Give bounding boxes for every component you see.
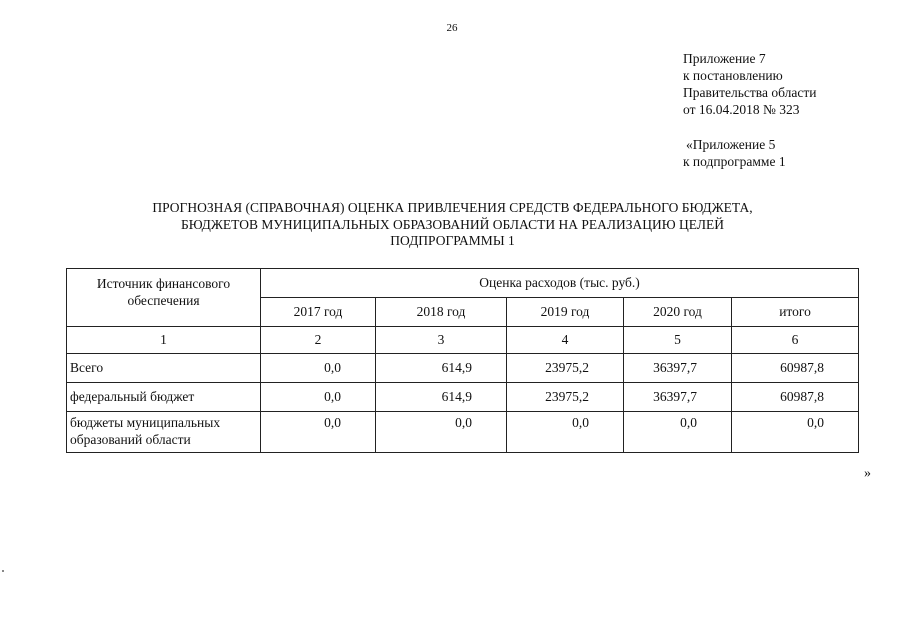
document-title <box>60 200 845 250</box>
cell-value: 0,0 <box>261 383 376 412</box>
cell-value: 23975,2 <box>507 354 624 383</box>
cell-value: 36397,7 <box>624 383 732 412</box>
table-row <box>67 383 859 412</box>
year-header: 2020 год <box>624 298 732 327</box>
title-line: БЮДЖЕТОВ МУНИЦИПАЛЬНЫХ ОБРАЗОВАНИЙ ОБЛАСТИ НА РЕАЛИЗАЦИЮ ЦЕЛЕЙ <box>181 216 724 232</box>
appendix-line: от 16.04.2018 № 323 <box>683 102 800 117</box>
cell-value: 60987,8 <box>732 383 859 412</box>
row-label: федеральный бюджет <box>67 383 261 412</box>
column-number-row <box>67 327 859 354</box>
column-number: 1 <box>67 327 261 354</box>
cell-value: 0,0 <box>376 412 507 453</box>
year-header: 2019 год <box>507 298 624 327</box>
cell-value: 614,9 <box>376 354 507 383</box>
appendix-line: Приложение 7 <box>683 51 766 66</box>
appendix-line: «Приложение 5 <box>686 137 776 152</box>
table-row <box>67 354 859 383</box>
total-header: итого <box>732 298 859 327</box>
cell-value: 614,9 <box>376 383 507 412</box>
expense-estimate-header: Оценка расходов (тыс. руб.) <box>261 269 859 298</box>
title-line: ПРОГНОЗНАЯ (СПРАВОЧНАЯ) ОЦЕНКА ПРИВЛЕЧЕНИЯ СРЕДСТВ ФЕДЕРАЛЬНОГО БЮДЖЕТА, <box>152 200 753 215</box>
page-number: 26 <box>446 22 458 34</box>
year-header: 2018 год <box>376 298 507 327</box>
cell-value: 0,0 <box>507 412 624 453</box>
scan-artifact <box>2 570 4 572</box>
table-row <box>67 412 859 453</box>
column-number: 3 <box>376 327 507 354</box>
cell-value: 36397,7 <box>624 354 732 383</box>
column-number: 5 <box>624 327 732 354</box>
cell-value: 0,0 <box>261 412 376 453</box>
closing-quote-mark: » <box>864 466 871 481</box>
financing-table <box>66 268 859 453</box>
appendix-line: Правительства области <box>683 85 817 100</box>
appendix-spacer <box>683 118 816 136</box>
column-number: 4 <box>507 327 624 354</box>
source-header: Источник финансового обеспечения <box>67 269 261 327</box>
cell-value: 0,0 <box>624 412 732 453</box>
appendix-line: к постановлению <box>683 68 783 83</box>
title-line: ПОДПРОГРАММЫ 1 <box>390 233 515 248</box>
column-number: 6 <box>732 327 859 354</box>
appendix-block <box>683 50 816 170</box>
cell-value: 0,0 <box>732 412 859 453</box>
appendix-line: к подпрограмме 1 <box>683 154 786 169</box>
cell-value: 23975,2 <box>507 383 624 412</box>
year-header: 2017 год <box>261 298 376 327</box>
cell-value: 0,0 <box>261 354 376 383</box>
cell-value: 60987,8 <box>732 354 859 383</box>
row-label: Всего <box>67 354 261 383</box>
row-label: бюджеты муниципальных образований области <box>67 412 261 453</box>
column-number: 2 <box>261 327 376 354</box>
